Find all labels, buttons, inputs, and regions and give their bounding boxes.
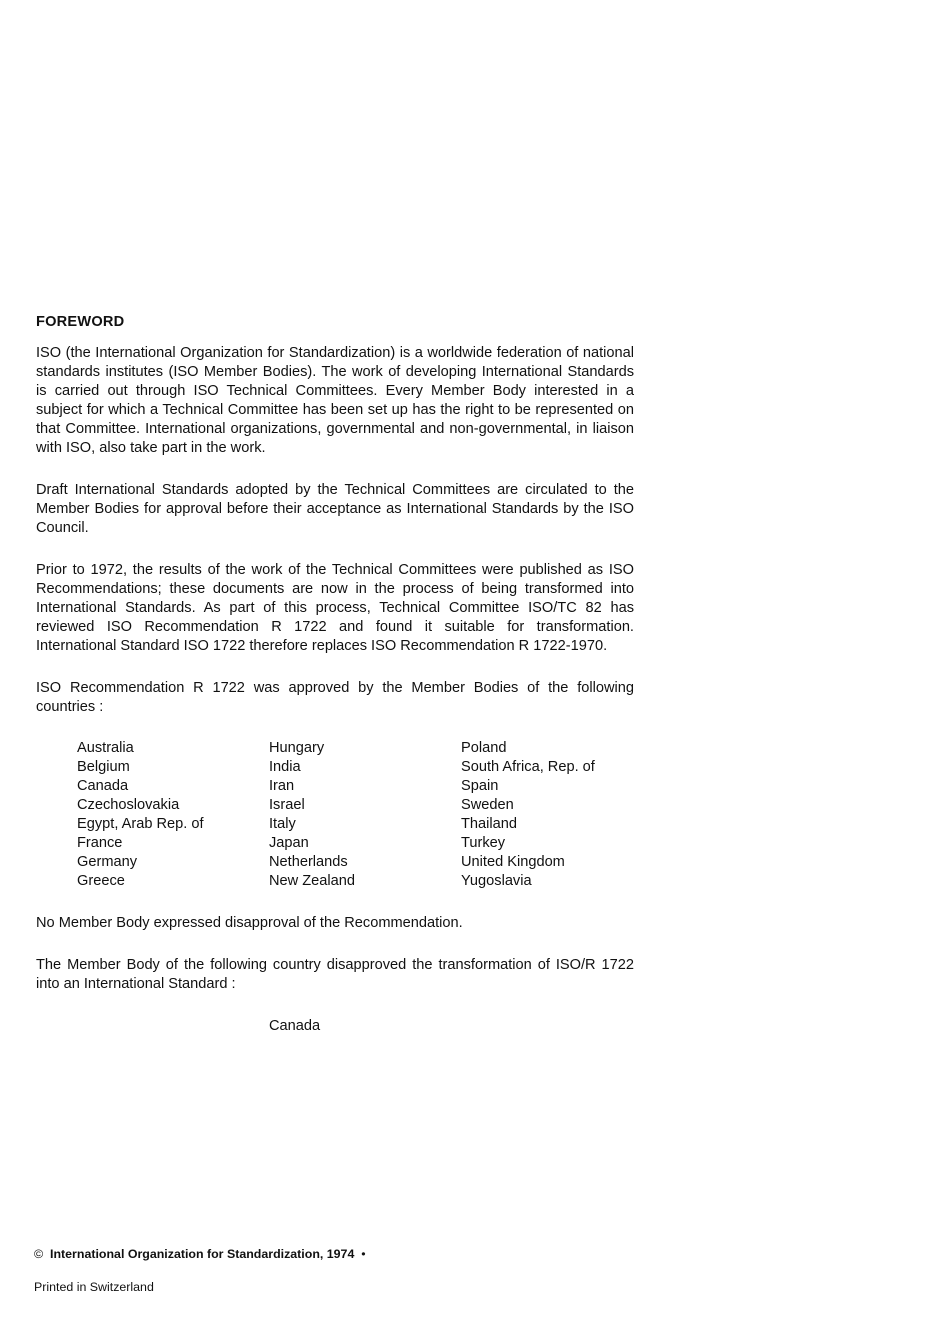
paragraph-approval: ISO Recommendation R 1722 was approved by the Member Bodies of the following countries : bbox=[36, 680, 634, 715]
country-item: Italy bbox=[269, 816, 296, 832]
paragraph-draft-standards: Draft International Standards adopted by the Technical Committees are circulated to the Member Bodies for approval before their acceptance as International Standards by the ISO Council. bbox=[36, 482, 634, 536]
country-item: India bbox=[269, 759, 301, 775]
paragraph-iso-intro: ISO (the International Organization for Standardization) is a worldwide federation of national standards institutes (ISO Member Bodies). The work of developing International Standards is carried out through ISO Technical Committees. Every Member Body interested in a subject for which a Technical Committee has been set up has the right to be represented on that Committee. International organizations, governmental and non-governmental, in liaison with ISO, also take part in the work. bbox=[36, 345, 634, 456]
country-item: Netherlands bbox=[269, 854, 348, 870]
paragraph-disapproval-intro: The Member Body of the following country disapproved the transformation of ISO/R 1722 into an International Standard : bbox=[36, 957, 634, 992]
country-item: Israel bbox=[269, 797, 305, 813]
page-footer bbox=[34, 1246, 366, 1295]
country-item: Poland bbox=[461, 740, 507, 756]
country-item: Egypt, Arab Rep. of bbox=[77, 816, 204, 832]
country-item: Germany bbox=[77, 854, 138, 870]
copyright-text: International Organization for Standardization, 1974 bbox=[50, 1247, 355, 1261]
country-item: France bbox=[77, 835, 123, 851]
country-item: Yugoslavia bbox=[461, 873, 532, 889]
countries-column-1 bbox=[77, 739, 269, 891]
country-item: Japan bbox=[269, 835, 309, 851]
disapproving-country: Canada bbox=[269, 1018, 321, 1034]
country-item: Greece bbox=[77, 873, 125, 889]
countries-column-2 bbox=[269, 739, 461, 891]
country-item: Australia bbox=[77, 740, 134, 756]
paragraph-prior-1972: Prior to 1972, the results of the work of the Technical Committees were published as ISO Recommendations; these documents are now in the process of being transformed into International Standards. As part of this process, Technical Committee ISO/TC 82 has reviewed ISO Recommendation R 1722 and found it suitable for transformation. International Standard ISO 1722 therefore replaces ISO Recommendation R 1722-1970. bbox=[36, 562, 634, 654]
foreword-title: FOREWORD bbox=[36, 314, 125, 330]
country-item: Hungary bbox=[269, 740, 325, 756]
country-item: Turkey bbox=[461, 835, 506, 851]
printed-in: Printed in Switzerland bbox=[34, 1280, 154, 1294]
countries-column-3 bbox=[461, 739, 653, 891]
approving-countries-list bbox=[77, 739, 634, 891]
country-item: United Kingdom bbox=[461, 854, 565, 870]
paragraph-no-disapproval: No Member Body expressed disapproval of the Recommendation. bbox=[36, 915, 463, 931]
bullet-icon: • bbox=[361, 1247, 366, 1261]
country-item: Spain bbox=[461, 778, 499, 794]
foreword-section bbox=[36, 313, 634, 1036]
country-item: Canada bbox=[77, 778, 129, 794]
country-item: Belgium bbox=[77, 759, 130, 775]
country-item: Thailand bbox=[461, 816, 517, 832]
country-item: New Zealand bbox=[269, 873, 355, 889]
country-item: Sweden bbox=[461, 797, 514, 813]
copyright-symbol: © bbox=[34, 1247, 44, 1261]
copyright-line bbox=[34, 1246, 366, 1262]
country-item: Czechoslovakia bbox=[77, 797, 180, 813]
country-item: Iran bbox=[269, 778, 295, 794]
country-item: South Africa, Rep. of bbox=[461, 759, 595, 775]
